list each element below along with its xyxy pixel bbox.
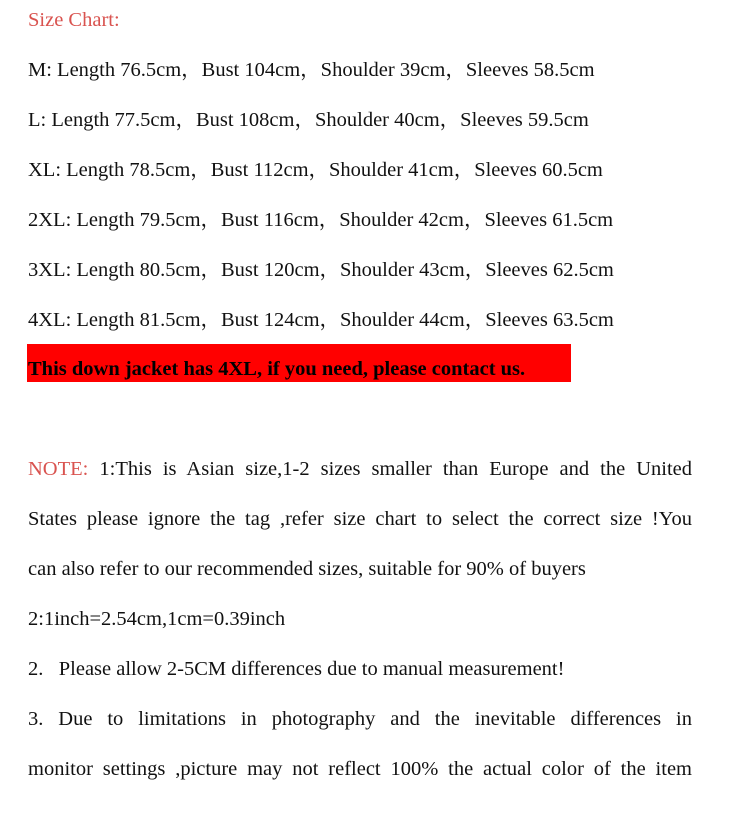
size-row-xl: XL: Length 78.5cm，Bust 112cm，Shoulder 41cm，Sleeves 60.5cm — [28, 159, 603, 181]
note-line-2: States please ignore the tag ,refer size chart to select the correct size !You — [28, 508, 692, 530]
size-row-2xl: 2XL: Length 79.5cm，Bust 116cm，Shoulder 42cm，Sleeves 61.5cm — [28, 209, 614, 231]
highlight-text: This down jacket has 4XL, if you need, please contact us. — [28, 358, 526, 380]
note-line-7: monitor settings ,picture may not reflect 100% the actual color of the item — [28, 758, 692, 780]
note-line-4: 2:1inch=2.54cm,1cm=0.39inch — [28, 608, 286, 630]
size-row-4xl: 4XL: Length 81.5cm，Bust 124cm，Shoulder 44cm，Sleeves 63.5cm — [28, 309, 614, 331]
note-line-5: 2. Please allow 2-5CM differences due to manual measurement! — [28, 658, 565, 680]
note-line-1 — [28, 456, 692, 482]
note-line-3: can also refer to our recommended sizes, suitable for 90% of buyers — [28, 558, 586, 580]
note-text-1: 1:This is Asian size,1-2 sizes smaller than Europe and the United — [99, 458, 693, 480]
note-label: NOTE: — [28, 458, 89, 480]
size-row-3xl: 3XL: Length 80.5cm，Bust 120cm，Shoulder 43cm，Sleeves 62.5cm — [28, 259, 614, 281]
size-chart-title: Size Chart: — [28, 9, 120, 31]
size-row-m: M: Length 76.5cm，Bust 104cm，Shoulder 39cm，Sleeves 58.5cm — [28, 59, 595, 81]
note-line-6: 3. Due to limitations in photography and the inevitable differences in — [28, 708, 692, 730]
size-row-l: L: Length 77.5cm，Bust 108cm，Shoulder 40cm，Sleeves 59.5cm — [28, 109, 589, 131]
